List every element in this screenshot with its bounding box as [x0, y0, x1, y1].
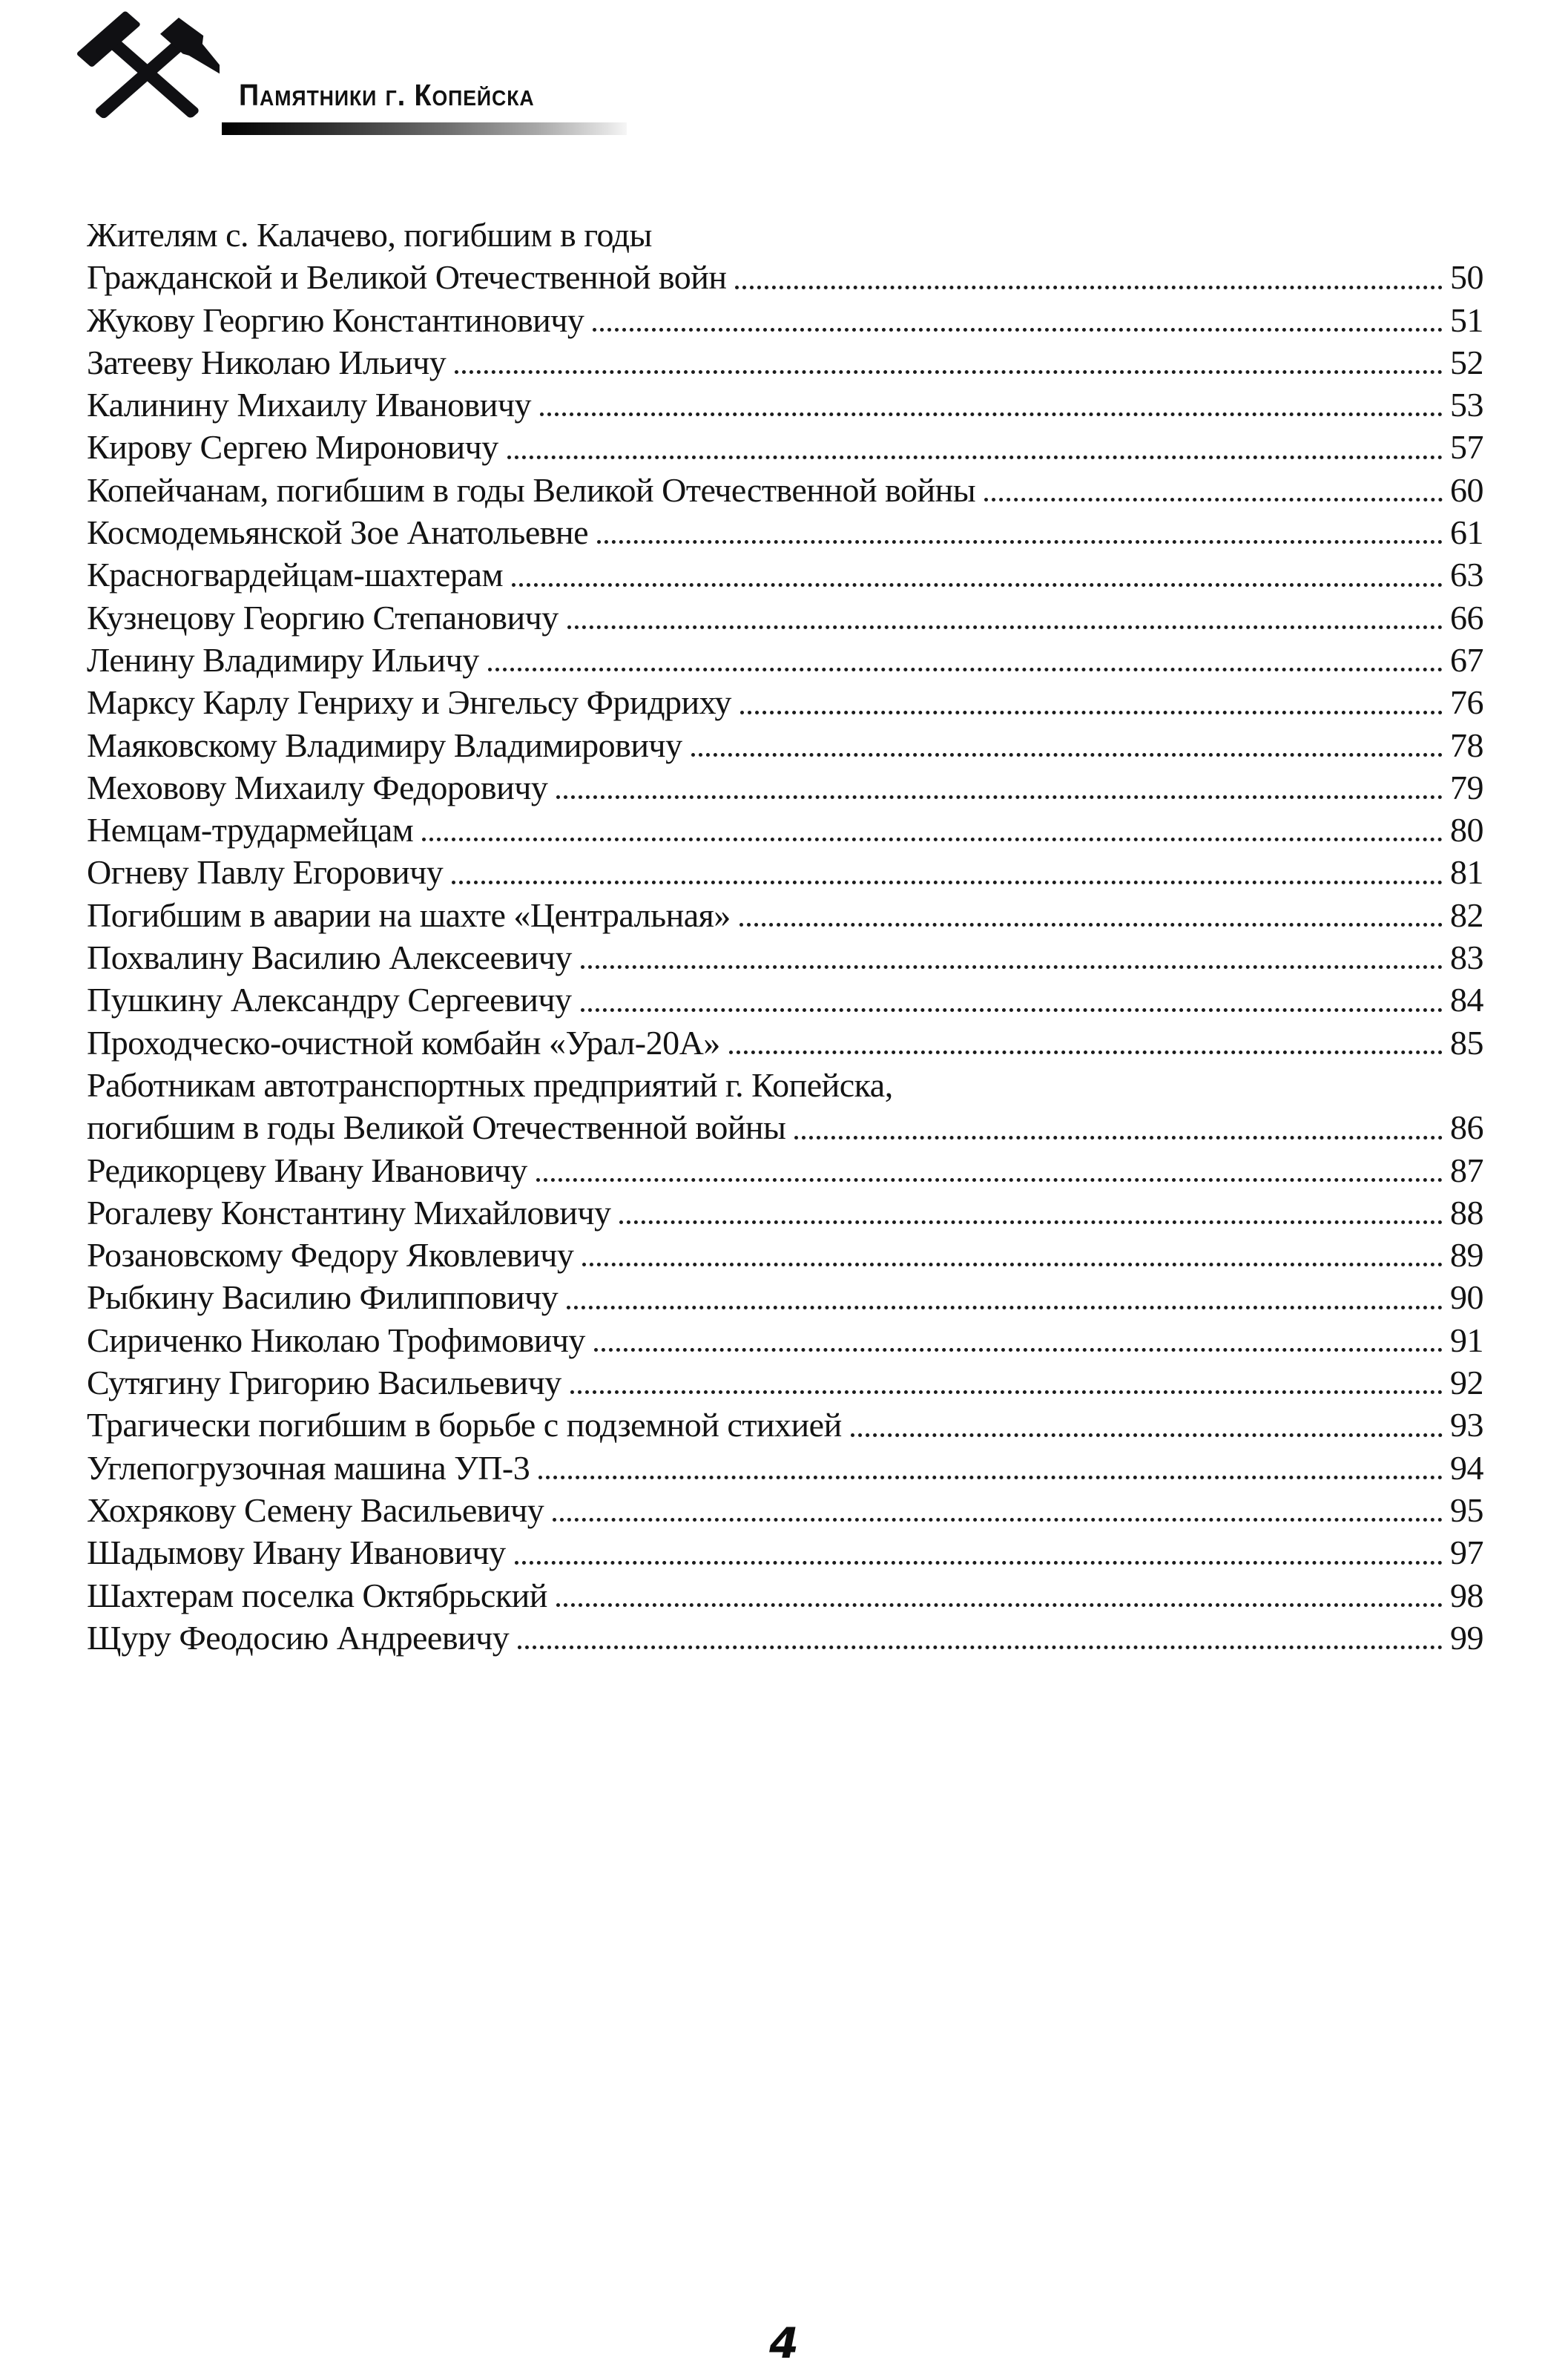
toc-entry-label: Трагически погибшим в борьбе с подземной стихией	[87, 1406, 842, 1444]
dot-leader	[512, 583, 1443, 587]
toc-page-number: 88	[1450, 1193, 1483, 1232]
toc-page-number: 84	[1450, 981, 1483, 1019]
toc-row	[87, 299, 1483, 341]
dot-leader	[851, 1433, 1443, 1437]
toc-row	[87, 639, 1483, 681]
dot-leader	[518, 1646, 1443, 1649]
toc-page-number: 91	[1450, 1321, 1483, 1359]
toc-entry-label: Шадымову Ивану Ивановичу	[87, 1533, 506, 1572]
toc-row	[87, 1106, 1483, 1148]
toc-entry-label: Щуру Феодосию Андреевичу	[87, 1618, 510, 1657]
toc-entry-label: Похвалину Василию Алексеевичу	[87, 938, 572, 977]
toc-row	[87, 256, 1483, 298]
toc-row	[87, 1319, 1483, 1361]
toc-entry-label: Проходческо-очистной комбайн «Урал-20А»	[87, 1023, 720, 1062]
toc-entry-label: Рыбкину Василию Филипповичу	[87, 1278, 559, 1317]
dot-leader	[582, 1263, 1443, 1266]
toc-page-number: 78	[1450, 726, 1483, 764]
toc-row	[87, 766, 1483, 809]
dot-leader	[567, 625, 1443, 629]
toc-entry-label: Марксу Карлу Генриху и Энгельсу Фридриху	[87, 683, 731, 722]
toc-page-number: 86	[1450, 1108, 1483, 1147]
toc-row	[87, 511, 1483, 553]
toc-row	[87, 894, 1483, 936]
toc-page-number: 83	[1450, 938, 1483, 977]
toc-row	[87, 1531, 1483, 1574]
dot-leader	[794, 1136, 1443, 1140]
toc-entry-label: Огневу Павлу Егоровичу	[87, 853, 444, 892]
toc-entry-label: Рогалеву Константину Михайловичу	[87, 1193, 611, 1232]
toc-entry-label: Гражданской и Великой Отечественной войн	[87, 258, 727, 297]
dot-leader	[538, 1476, 1443, 1479]
toc-row	[87, 553, 1483, 596]
toc-row	[87, 1191, 1483, 1234]
toc-row	[87, 979, 1483, 1021]
dot-leader	[984, 498, 1443, 502]
toc-row	[87, 469, 1483, 511]
dot-leader	[619, 1220, 1443, 1224]
toc-entry-label: Копейчанам, погибшим в годы Великой Отечественной войны	[87, 470, 976, 509]
toc-entry-label: Красногвардейцам-шахтерам	[87, 556, 504, 594]
toc-entry-label: Работникам автотранспортных предприятий г. Копейска,	[87, 1065, 893, 1104]
dot-leader	[594, 1348, 1443, 1352]
toc-row	[87, 851, 1483, 893]
toc-entry-label: Погибшим в аварии на шахте «Центральная»	[87, 895, 731, 934]
toc-row	[87, 809, 1483, 851]
dot-leader	[691, 753, 1443, 757]
toc-row	[87, 1404, 1483, 1446]
toc-entry-label: Жителям с. Калачево, погибшим в годы	[87, 216, 652, 254]
toc-entry-label: Пушкину Александру Сергеевичу	[87, 981, 572, 1019]
toc-page-number: 89	[1450, 1236, 1483, 1275]
toc-page-number: 61	[1450, 513, 1483, 552]
toc-page-number: 52	[1450, 343, 1483, 381]
dot-leader	[735, 286, 1443, 289]
toc-page-number: 92	[1450, 1364, 1483, 1402]
toc-entry-label: Шахтерам поселка Октябрьский	[87, 1576, 547, 1614]
toc-row	[87, 1276, 1483, 1318]
toc-page-number: 76	[1450, 683, 1483, 722]
toc-entry-label: Редикорцеву Ивану Ивановичу	[87, 1151, 527, 1189]
toc-entry-label: погибшим в годы Великой Отечественной войны	[87, 1108, 786, 1147]
toc-page-number: 79	[1450, 768, 1483, 806]
dot-leader	[581, 1008, 1443, 1012]
dot-leader	[570, 1390, 1443, 1394]
toc-row	[87, 1234, 1483, 1276]
footer-page-number: 4	[769, 2319, 799, 2368]
dot-leader	[739, 923, 1443, 927]
dot-leader	[455, 370, 1443, 374]
dot-leader	[593, 328, 1443, 332]
toc-page-number: 50	[1450, 258, 1483, 297]
toc-page-number: 95	[1450, 1490, 1483, 1529]
toc-entry-label: Хохрякову Семену Васильевичу	[87, 1490, 544, 1529]
toc-row	[87, 936, 1483, 979]
header-gradient-bar	[222, 122, 627, 135]
toc-row	[87, 1361, 1483, 1404]
toc-row	[87, 1149, 1483, 1191]
toc-row	[87, 1617, 1483, 1659]
dot-leader	[556, 795, 1443, 799]
toc-entry-label: Калинину Михаилу Ивановичу	[87, 386, 532, 424]
dot-leader	[507, 456, 1443, 459]
toc-page-number: 67	[1450, 640, 1483, 679]
toc-row	[87, 1022, 1483, 1064]
toc-row	[87, 1447, 1483, 1489]
toc-row	[87, 681, 1483, 723]
toc-entry-label: Розановскому Федору Яковлевичу	[87, 1236, 574, 1275]
toc-row	[87, 214, 1483, 256]
dot-leader	[740, 711, 1443, 714]
toc-page-number: 80	[1450, 811, 1483, 849]
toc-row	[87, 596, 1483, 639]
toc-page-number: 97	[1450, 1533, 1483, 1572]
toc-page-number: 90	[1450, 1278, 1483, 1317]
toc-page-number: 99	[1450, 1618, 1483, 1657]
toc-entry-label: Жукову Георгию Константиновичу	[87, 300, 584, 339]
toc-page-number: 66	[1450, 598, 1483, 637]
toc-entry-label: Маяковскому Владимиру Владимировичу	[87, 726, 682, 764]
mining-hammer-pick-icon	[74, 9, 220, 137]
toc-entry-label: Меховову Михаилу Федоровичу	[87, 768, 548, 806]
toc-row	[87, 724, 1483, 766]
dot-leader	[553, 1518, 1443, 1522]
toc-entry-label: Затееву Николаю Ильичу	[87, 343, 447, 381]
toc-page-number: 51	[1450, 300, 1483, 339]
toc-page-number: 87	[1450, 1151, 1483, 1189]
dot-leader	[581, 965, 1443, 969]
dot-leader	[515, 1561, 1443, 1565]
toc-entry-label: Немцам-трудармейцам	[87, 811, 414, 849]
toc-row	[87, 341, 1483, 384]
toc-page-number: 93	[1450, 1406, 1483, 1444]
toc-page-number: 60	[1450, 470, 1483, 509]
dot-leader	[452, 881, 1443, 884]
toc-page-number: 98	[1450, 1576, 1483, 1614]
book-header-title: Памятники г. Копейска	[239, 78, 535, 112]
dot-leader	[729, 1051, 1443, 1054]
toc-row	[87, 1574, 1483, 1617]
dot-leader	[567, 1306, 1443, 1309]
toc-list	[87, 214, 1483, 1659]
toc-entry-label: Ленину Владимиру Ильичу	[87, 640, 479, 679]
toc-page-number: 57	[1450, 428, 1483, 467]
dot-leader	[597, 540, 1443, 544]
dot-leader	[488, 668, 1443, 671]
dot-leader	[536, 1178, 1443, 1182]
toc-page-number: 81	[1450, 853, 1483, 892]
toc-entry-label: Углепогрузочная машина УП-3	[87, 1448, 530, 1487]
toc-entry-label: Кирову Сергею Мироновичу	[87, 428, 498, 467]
dot-leader	[540, 412, 1443, 416]
toc-page-number: 82	[1450, 895, 1483, 934]
toc-page-number: 63	[1450, 556, 1483, 594]
toc-entry-label: Кузнецову Георгию Степановичу	[87, 598, 559, 637]
toc-row	[87, 384, 1483, 426]
toc-page-number: 94	[1450, 1448, 1483, 1487]
toc-row	[87, 1064, 1483, 1106]
toc-page-number: 53	[1450, 386, 1483, 424]
toc-row	[87, 1489, 1483, 1531]
toc-entry-label: Сутягину Григорию Васильевичу	[87, 1364, 561, 1402]
dot-leader	[422, 838, 1443, 841]
toc-entry-label: Сириченко Николаю Трофимовичу	[87, 1321, 585, 1359]
toc-page-number: 85	[1450, 1023, 1483, 1062]
dot-leader	[556, 1603, 1443, 1607]
toc-entry-label: Космодемьянской Зое Анатольевне	[87, 513, 589, 552]
toc-row	[87, 426, 1483, 468]
